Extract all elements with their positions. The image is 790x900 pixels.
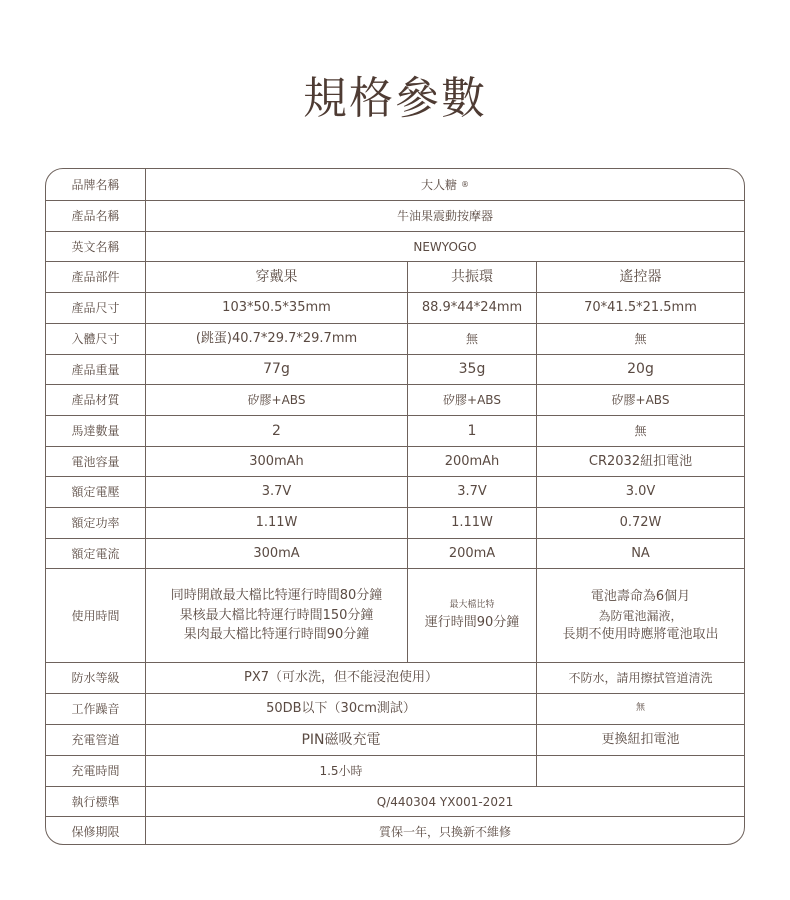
row-label: 產品部件 (46, 262, 146, 292)
battery-remote: CR2032紐扣電池 (588, 453, 693, 469)
insert-size-ring: 無 (408, 324, 537, 354)
insert-size-remote: 無 (634, 332, 647, 346)
battery-wearable: 300mAh (146, 447, 408, 476)
power-ring: 1.11W (408, 508, 537, 538)
row-label: 電池容量 (46, 447, 146, 476)
noise-main: 50DB以下（30cm測試） (146, 694, 537, 724)
table-row-battery (46, 446, 744, 476)
table-row-noise (46, 693, 744, 724)
row-label: 執行標準 (46, 787, 146, 816)
usage-line: 運行時間90分鐘 (424, 614, 520, 630)
row-label: 入體尺寸 (46, 324, 146, 354)
part-remote: 遙控器 (619, 268, 662, 285)
warranty-value: 質保一年，只換新不維修 (378, 824, 511, 839)
weight-wearable: 77g (146, 355, 408, 384)
table-row-product-name (46, 200, 744, 231)
material-remote: 矽膠+ABS (611, 393, 670, 407)
table-row-waterproof (46, 662, 744, 693)
weight-remote: 20g (627, 361, 654, 377)
row-label: 充電時間 (46, 756, 146, 786)
table-row-brand (46, 169, 744, 200)
usage-time-remote (537, 569, 744, 662)
table-row-voltage (46, 476, 744, 507)
row-label: 充電管道 (46, 725, 146, 755)
size-wearable: 103*50.5*35mm (146, 293, 408, 323)
voltage-ring: 3.7V (408, 477, 537, 507)
usage-line: 電池壽命為6個月 (590, 589, 691, 604)
part-wearable: 穿戴果 (146, 262, 408, 292)
size-ring: 88.9*44*24mm (408, 293, 537, 323)
voltage-remote: 3.0V (625, 484, 656, 500)
charging-remote: 更換紐扣電池 (601, 732, 680, 748)
power-remote: 0.72W (619, 515, 662, 531)
brand-name: 大人糖 (420, 177, 457, 192)
charge-time-remote (537, 756, 744, 786)
waterproof-remote: 不防水，請用擦拭管道清洗 (568, 671, 713, 685)
row-label: 產品名稱 (46, 201, 146, 231)
row-label: 額定電壓 (46, 477, 146, 507)
table-row-parts (46, 261, 744, 292)
weight-ring: 35g (408, 355, 537, 384)
row-label: 品牌名稱 (46, 169, 146, 200)
noise-remote: 無 (635, 703, 645, 714)
row-label: 額定功率 (46, 508, 146, 538)
table-row-weight (46, 354, 744, 384)
charging-main: PIN磁吸充電 (146, 725, 537, 755)
product-name-value: 牛油果震動按摩器 (396, 209, 493, 223)
table-row-power (46, 507, 744, 538)
brand-value (146, 169, 744, 200)
row-label: 工作躁音 (46, 694, 146, 724)
standard-value: Q/440304 YX001-2021 (376, 794, 514, 809)
usage-time-wearable (146, 569, 408, 662)
motors-remote: 無 (634, 424, 647, 438)
usage-line: 長期不使用時應將電池取出 (562, 626, 719, 642)
table-row-charge-time (46, 755, 744, 786)
row-label: 額定電流 (46, 539, 146, 568)
registered-mark-icon: ® (461, 179, 469, 189)
current-remote: NA (631, 545, 650, 561)
usage-time-ring (408, 569, 537, 662)
table-row-warranty (46, 816, 744, 845)
usage-line: 最大檔比特 (449, 600, 495, 610)
usage-line: 果肉最大檔比特運行時間90分鐘 (183, 627, 370, 643)
page-title: 規格參數 (303, 73, 487, 124)
row-label: 產品重量 (46, 355, 146, 384)
battery-ring: 200mAh (408, 447, 537, 476)
spec-table (45, 168, 745, 845)
table-row-usage-time (46, 568, 744, 662)
row-label: 防水等級 (46, 663, 146, 693)
english-name-value: NEWYOGO (413, 239, 477, 254)
material-wearable: 矽膠+ABS (146, 385, 408, 415)
current-wearable: 300mA (146, 539, 408, 568)
table-row-current (46, 538, 744, 568)
motors-wearable: 2 (146, 416, 408, 446)
row-label: 使用時間 (46, 569, 146, 662)
row-label: 馬達數量 (46, 416, 146, 446)
table-row-material (46, 384, 744, 415)
row-label: 產品材質 (46, 385, 146, 415)
power-wearable: 1.11W (146, 508, 408, 538)
charge-time-main: 1.5小時 (146, 756, 537, 786)
table-row-standard (46, 786, 744, 816)
part-resonance-ring: 共振環 (408, 262, 537, 292)
motors-ring: 1 (408, 416, 537, 446)
usage-line: 果核最大檔比特運行時間150分鐘 (179, 607, 374, 623)
waterproof-main: PX7（可水洗，但不能浸泡使用） (146, 663, 537, 693)
current-ring: 200mA (408, 539, 537, 568)
table-row-charging (46, 724, 744, 755)
table-row-size (46, 292, 744, 323)
table-row-english-name (46, 231, 744, 261)
usage-line: 為防電池漏液， (598, 608, 683, 623)
insert-size-wearable: (跳蛋)40.7*29.7*29.7mm (146, 324, 408, 354)
material-ring: 矽膠+ABS (408, 385, 537, 415)
table-row-motors (46, 415, 744, 446)
table-row-insert-size (46, 323, 744, 354)
row-label: 產品尺寸 (46, 293, 146, 323)
row-label: 保修期限 (46, 817, 146, 845)
usage-line: 同時開啟最大檔比特運行時間80分鐘 (170, 588, 383, 604)
row-label: 英文名稱 (46, 232, 146, 261)
voltage-wearable: 3.7V (146, 477, 408, 507)
size-remote: 70*41.5*21.5mm (584, 300, 697, 316)
